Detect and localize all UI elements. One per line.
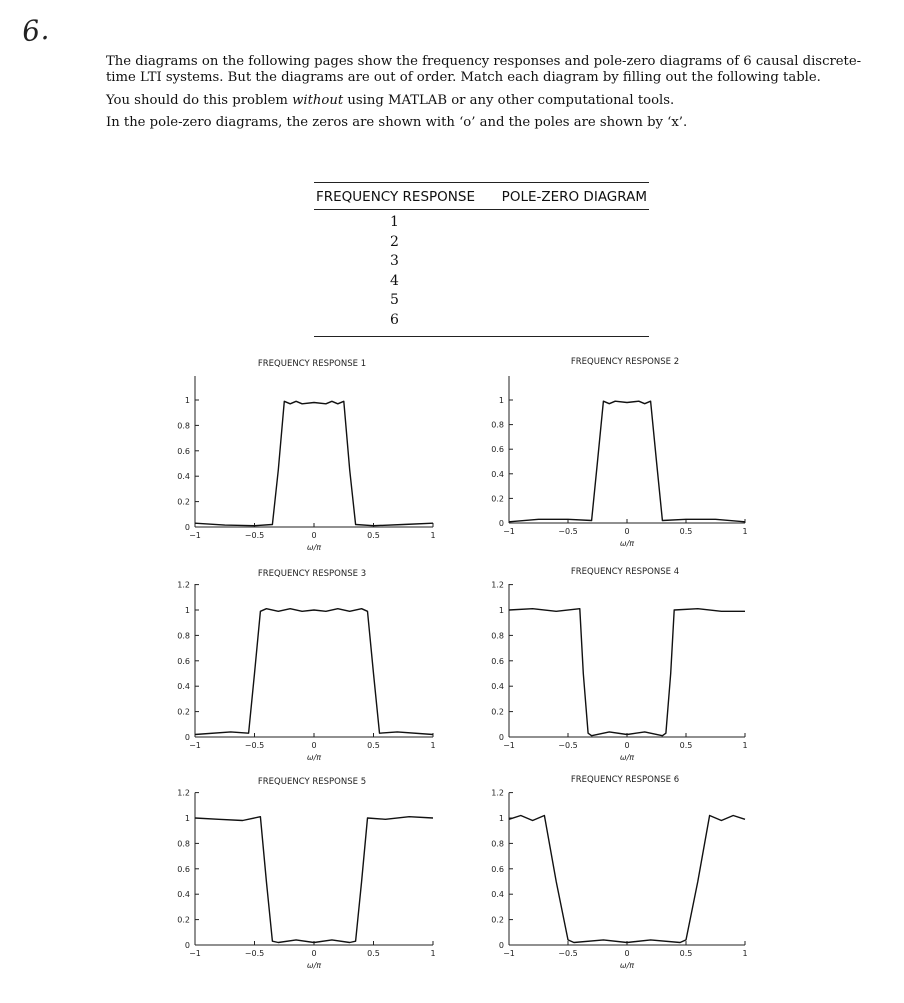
y-tick-label: 1 — [498, 396, 504, 405]
x-tick-label: 0.5 — [367, 741, 380, 750]
intro-paragraph-2-after: using MATLAB or any other computational tools. — [343, 93, 675, 108]
header-pole-zero-diagram: POLE-ZERO DIAGRAM — [501, 189, 647, 205]
x-tick-label: −0.5 — [244, 741, 265, 750]
y-tick-label: 0.6 — [177, 446, 190, 456]
x-tick-label: 1 — [430, 949, 436, 958]
x-tick-label: 0 — [311, 741, 317, 750]
y-tick-label: 0.2 — [177, 707, 190, 717]
chart-title: FREQUENCY RESPONSE 3 — [257, 569, 367, 579]
intro-paragraph-3: In the pole-zero diagrams, the zeros are shown with ‘o’ and the poles are shown by ‘x’. — [106, 115, 688, 130]
chart-title: FREQUENCY RESPONSE 4 — [570, 567, 680, 577]
y-tick-label: 1.2 — [491, 580, 504, 590]
x-tick-label: 0 — [311, 949, 317, 958]
x-axis-label: ω/π — [306, 543, 322, 552]
response-curve — [195, 609, 433, 735]
y-tick-label: 0.8 — [177, 631, 190, 641]
y-tick-label: 1 — [184, 606, 190, 615]
x-tick-label: 0 — [311, 531, 317, 540]
y-tick-label: 0.6 — [177, 864, 190, 874]
y-tick-label: 0.4 — [491, 682, 504, 692]
table-row: 2 — [390, 233, 399, 250]
x-tick-label: 1 — [430, 741, 436, 750]
y-tick-label: 0.2 — [177, 915, 190, 925]
table-row: 6 — [390, 311, 399, 328]
y-tick-label: 0.2 — [491, 707, 504, 717]
problem-number: 6. — [20, 12, 51, 49]
y-tick-label: 0.2 — [491, 915, 504, 925]
y-tick-label: 0.4 — [491, 890, 504, 900]
response-curve — [195, 817, 433, 943]
x-axis-label: ω/π — [619, 753, 635, 762]
intro-emphasis-without: without — [292, 93, 344, 108]
y-tick-label: 0.8 — [491, 839, 504, 849]
x-axis-label: ω/π — [619, 961, 635, 970]
chart-title: FREQUENCY RESPONSE 6 — [570, 775, 680, 785]
response-curve — [509, 401, 745, 522]
y-tick-label: 0.8 — [491, 631, 504, 641]
x-tick-label: 1 — [742, 527, 748, 536]
y-tick-label: 1.2 — [177, 788, 190, 798]
y-tick-label: 0.6 — [491, 656, 504, 666]
x-tick-label: 0 — [624, 741, 630, 750]
x-tick-label: 0.5 — [367, 531, 380, 540]
y-tick-label: 0.6 — [177, 656, 190, 666]
y-tick-label: 0 — [498, 519, 504, 528]
y-tick-label: 0 — [498, 941, 504, 950]
y-tick-label: 1.2 — [491, 788, 504, 798]
x-tick-label: 0.5 — [367, 949, 380, 958]
y-tick-label: 1 — [184, 396, 190, 405]
y-tick-label: 0 — [184, 523, 190, 532]
intro-paragraph-1: The diagrams on the following pages show the frequency responses and pole-zero diagrams of 6 causal discrete-time LTI systems. But the diagrams are out of order. Match each diagram by filling out the following table. — [106, 54, 862, 85]
y-tick-label: 0.4 — [177, 682, 190, 692]
y-tick-label: 0 — [498, 733, 504, 742]
y-tick-label: 1 — [498, 814, 504, 823]
x-axis-label: ω/π — [619, 539, 635, 548]
y-tick-label: 0.2 — [491, 494, 504, 504]
y-tick-label: 0.8 — [491, 420, 504, 430]
chart-title: FREQUENCY RESPONSE 2 — [570, 357, 680, 367]
x-tick-label: −1 — [189, 949, 201, 958]
y-tick-label: 0.8 — [177, 839, 190, 849]
x-tick-label: −1 — [189, 741, 201, 750]
x-tick-label: 0 — [624, 949, 630, 958]
y-tick-label: 1.2 — [177, 580, 190, 590]
x-axis-label: ω/π — [306, 753, 322, 762]
x-tick-label: 0 — [624, 527, 630, 536]
y-tick-label: 0.4 — [177, 890, 190, 900]
header-frequency-response: FREQUENCY RESPONSE — [316, 189, 475, 205]
y-tick-label: 0.4 — [491, 469, 504, 479]
x-axis-label: ω/π — [306, 961, 322, 970]
chart-title: FREQUENCY RESPONSE 5 — [257, 777, 367, 787]
x-tick-label: −1 — [503, 741, 515, 750]
y-tick-label: 1 — [498, 606, 504, 615]
y-tick-label: 0.6 — [491, 864, 504, 874]
y-tick-label: 0.6 — [491, 445, 504, 455]
y-tick-label: 1 — [184, 814, 190, 823]
x-tick-label: −0.5 — [558, 949, 578, 958]
x-tick-label: 1 — [430, 531, 436, 540]
x-tick-label: 1 — [742, 949, 748, 958]
x-tick-label: −0.5 — [244, 531, 265, 540]
x-tick-label: 0.5 — [679, 741, 693, 750]
x-tick-label: −0.5 — [558, 741, 578, 750]
y-tick-label: 0.4 — [177, 472, 190, 482]
x-tick-label: −0.5 — [244, 949, 265, 958]
x-tick-label: −1 — [503, 527, 515, 536]
y-tick-label: 0.2 — [177, 497, 190, 507]
table-row: 3 — [390, 253, 399, 269]
x-tick-label: −0.5 — [558, 527, 578, 536]
table-row: 1 — [390, 214, 399, 230]
intro-paragraph-2-before: You should do this problem — [106, 93, 293, 108]
y-tick-label: 0 — [184, 941, 190, 950]
response-curve — [509, 816, 745, 943]
x-tick-label: 0.5 — [679, 527, 693, 536]
chart-title: FREQUENCY RESPONSE 1 — [257, 359, 367, 369]
response-curve — [195, 401, 433, 525]
y-tick-label: 0 — [184, 733, 190, 742]
table-row: 5 — [390, 292, 399, 308]
x-tick-label: −1 — [503, 949, 515, 958]
x-tick-label: −1 — [189, 531, 201, 540]
response-curve — [509, 609, 745, 736]
y-tick-label: 0.8 — [177, 421, 190, 431]
table-row: 4 — [390, 272, 399, 289]
x-tick-label: 0.5 — [679, 949, 693, 958]
x-tick-label: 1 — [742, 741, 748, 750]
